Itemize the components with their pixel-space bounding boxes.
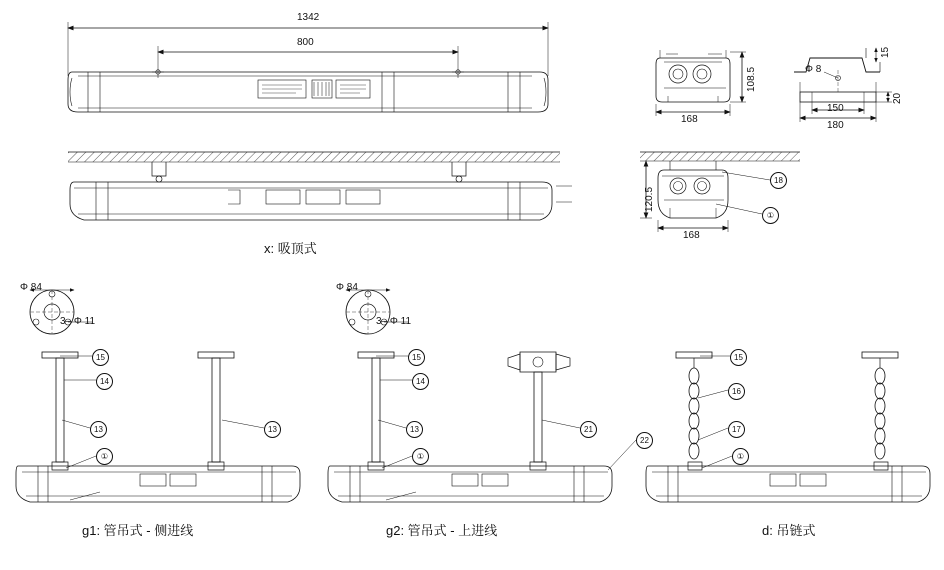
balloon-15-g1: 15 [92,349,109,366]
dim-plate-dia-g1: Φ 84 [20,282,42,293]
dim-bracket-hole-dia: Φ 8 [805,64,822,75]
dim-plate-dia-g2: Φ 84 [336,282,358,293]
balloon-18: 18 [770,172,787,189]
balloon-14-g2: 14 [412,373,429,390]
dim-plate-holes-g1: 3– Φ 11 [60,316,96,327]
balloon-1-g2: ① [412,448,429,465]
balloon-1-ceiling: ① [762,207,779,224]
caption-pipe-side-entry: g1: 管吊式 - 侧进线 [82,523,194,538]
caption-ceiling-mount: x: 吸顶式 [264,241,317,256]
balloon-13-g1-right: 13 [264,421,281,438]
balloon-15-g2: 15 [408,349,425,366]
balloon-22-g2: 22 [636,432,653,449]
dim-length-1342: 1342 [297,12,320,23]
dim-ceiling-height-120-5: 120.5 [644,186,655,212]
caption-pipe-top-entry: g2: 管吊式 - 上进线 [386,523,498,538]
dim-bracket-150: 150 [827,103,844,114]
balloon-15-d: 15 [730,349,747,366]
balloon-16-d: 16 [728,383,745,400]
dim-span-800: 800 [297,37,314,48]
caption-chain-mount: d: 吊链式 [762,523,816,538]
dim-end-width-168: 168 [681,114,698,125]
balloon-14-g1: 14 [96,373,113,390]
dim-bracket-depth-20: 20 [892,92,903,104]
dim-ceiling-width-168: 168 [683,230,700,241]
dim-bracket-180: 180 [827,120,844,131]
balloon-21-g2: 21 [580,421,597,438]
balloon-1-g1: ① [96,448,113,465]
dim-plate-holes-g2: 3– Φ 11 [376,316,412,327]
balloon-13-g1: 13 [90,421,107,438]
balloon-13-g2: 13 [406,421,423,438]
balloon-17-d: 17 [728,421,745,438]
dim-bracket-flange-15: 15 [880,46,891,58]
balloon-1-d: ① [732,448,749,465]
dim-end-height-108-5: 108.5 [746,66,757,92]
